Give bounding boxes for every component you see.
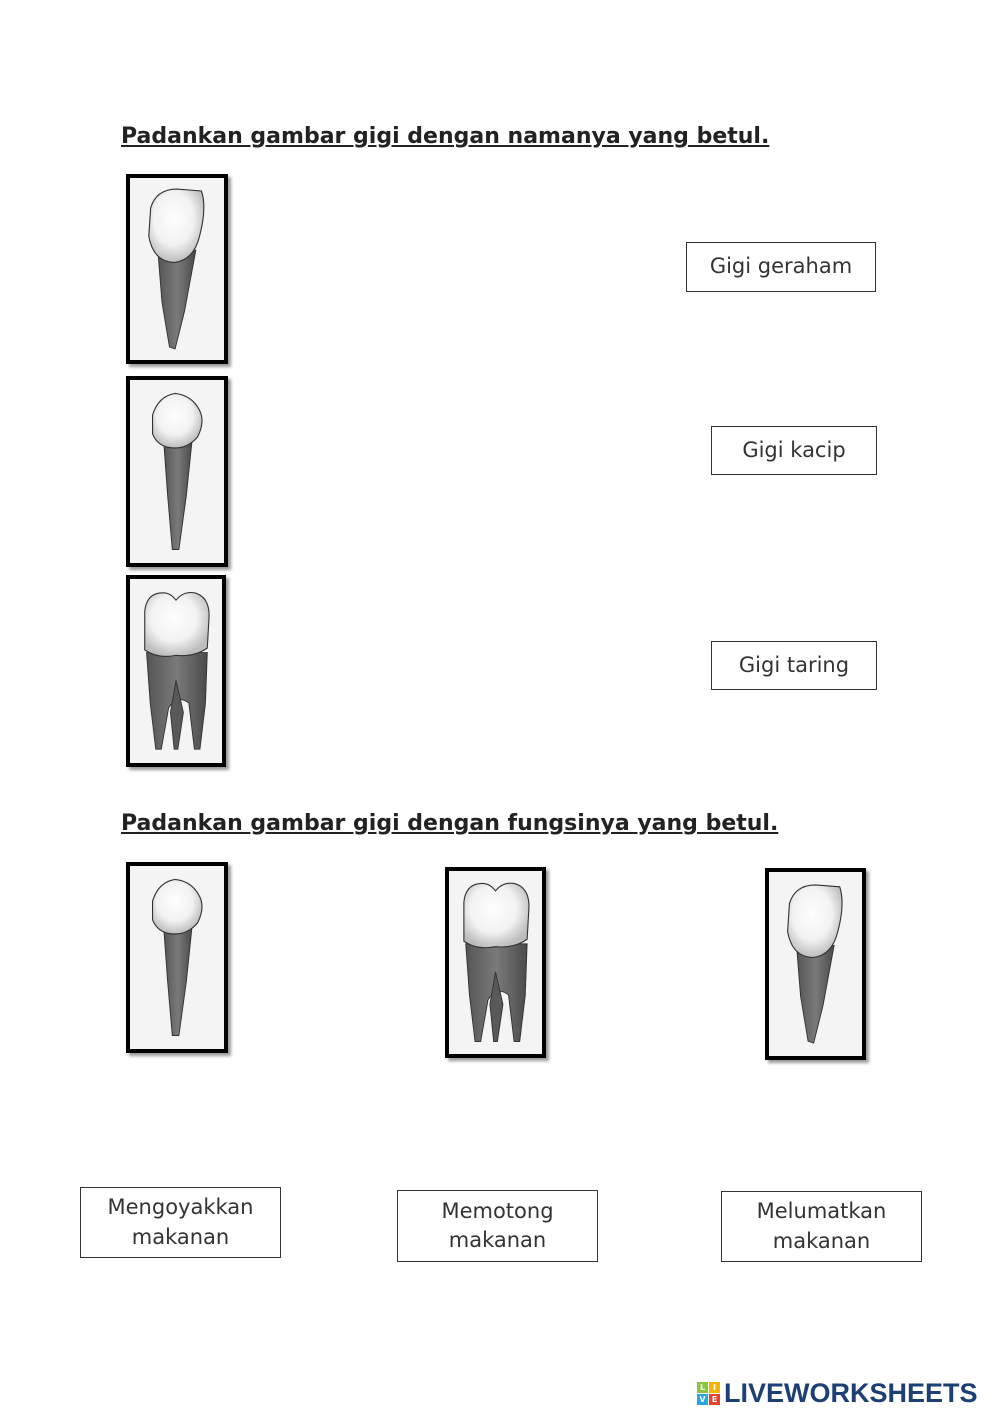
- label-line: Melumatkan: [756, 1199, 887, 1224]
- incisor-tooth-icon: [130, 178, 224, 360]
- section2-title: Padankan gambar gigi dengan fungsinya yang betul.: [121, 811, 779, 836]
- incisor-tooth-icon: [769, 872, 862, 1056]
- molar-tooth-icon: [449, 871, 542, 1054]
- tooth-image-molar[interactable]: [126, 575, 226, 767]
- tooth-image-molar-2[interactable]: [445, 867, 546, 1058]
- function-label-mengoyakkan[interactable]: [80, 1187, 281, 1258]
- section1-title: Padankan gambar gigi dengan namanya yang betul.: [121, 124, 770, 149]
- name-label-taring[interactable]: Gigi taring: [711, 641, 877, 690]
- name-label-geraham[interactable]: Gigi geraham: [686, 242, 876, 292]
- molar-tooth-icon: [130, 579, 222, 763]
- canine-tooth-icon: [130, 866, 224, 1049]
- logo-blocks-icon: [697, 1382, 720, 1405]
- label-line: makanan: [772, 1228, 871, 1253]
- logo-text: LIVEWORKSHEETS: [724, 1378, 978, 1408]
- tooth-image-canine[interactable]: [126, 376, 228, 567]
- name-label-kacip[interactable]: Gigi kacip: [711, 426, 877, 475]
- function-label-memotong[interactable]: [397, 1190, 598, 1262]
- label-line: makanan: [448, 1228, 547, 1252]
- logo-block: L: [697, 1382, 708, 1393]
- label-line: makanan: [131, 1224, 230, 1249]
- logo-block: E: [709, 1394, 720, 1405]
- canine-tooth-icon: [130, 380, 224, 563]
- logo-block: V: [697, 1394, 708, 1405]
- tooth-image-incisor-2[interactable]: [765, 868, 866, 1060]
- label-line: Mengoyakkan: [107, 1195, 254, 1220]
- liveworksheets-logo: [697, 1378, 978, 1409]
- tooth-image-incisor[interactable]: [126, 174, 228, 364]
- tooth-image-canine-2[interactable]: [126, 862, 228, 1053]
- function-label-melumatkan[interactable]: [721, 1191, 922, 1262]
- label-line: Memotong: [441, 1198, 554, 1223]
- logo-block: I: [709, 1382, 720, 1393]
